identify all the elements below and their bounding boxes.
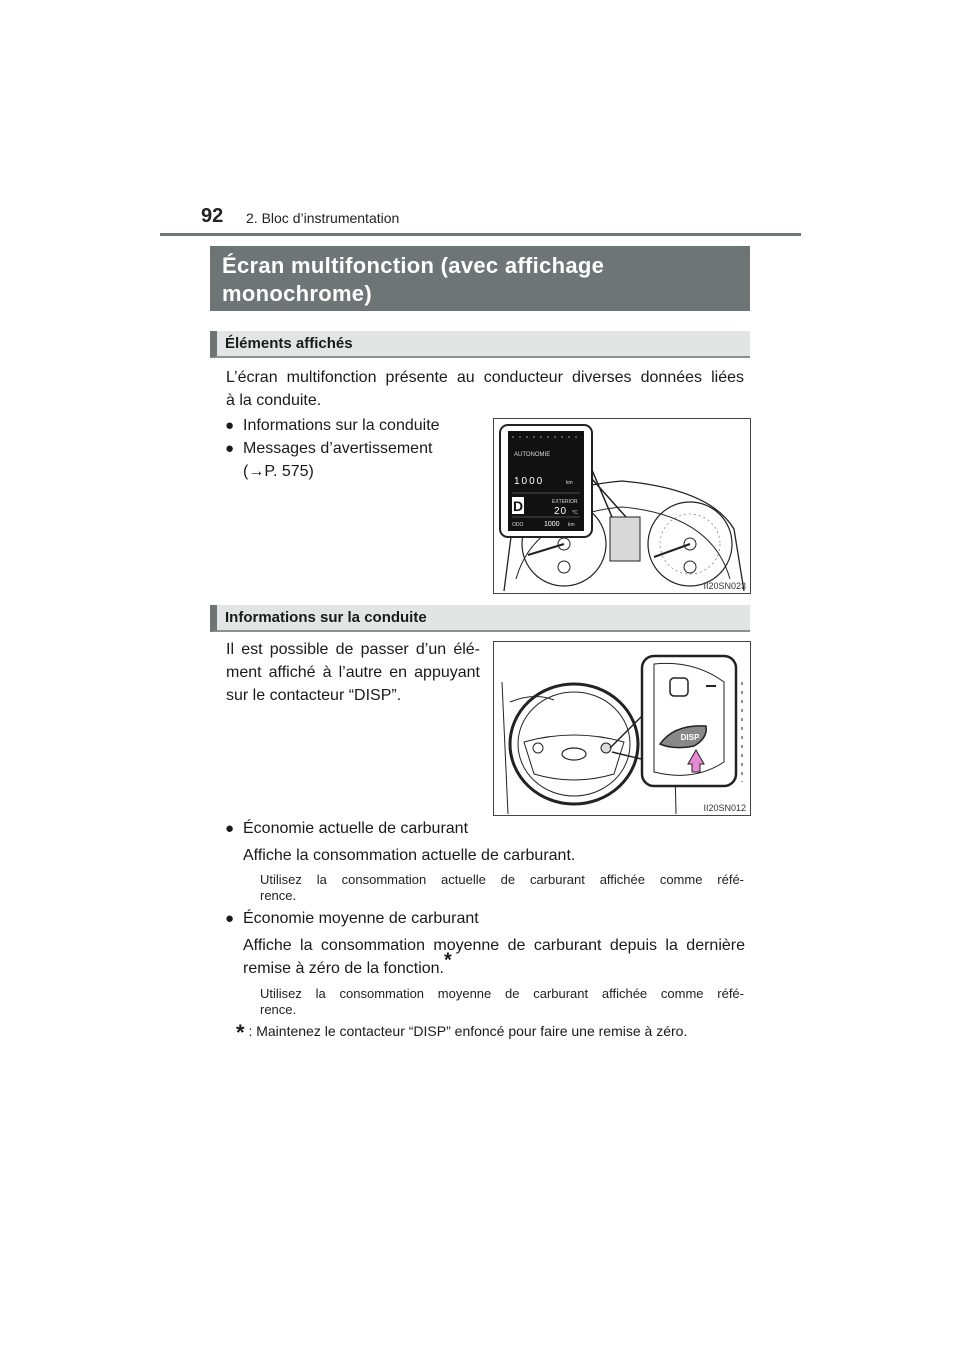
a-pillar [502,682,508,814]
disp-line2: ment affiché à l’autre en appuyant [226,664,480,681]
section-title-line2: monochrome) [222,281,372,306]
subheading-informations-conduite: Informations sur la conduite [210,605,750,632]
intro-line1: L’écran multifonction présente au conducteur diverses données liées [226,369,744,386]
zoom-frame [642,656,736,786]
gear-indicator: D [512,498,524,514]
item-title: Économie moyenne de carburant [243,910,479,927]
item-note [260,872,744,904]
exterior-label: EXTERIOR [552,499,578,505]
footnote-marker: * [444,949,452,972]
item-note [260,986,744,1018]
disp-paragraph [226,638,480,707]
footnote-text: : Maintenez le contacteur “DISP” enfoncé pour faire une remise à zéro. [248,1023,688,1039]
left-knob [558,561,570,573]
cluster-figure [493,418,751,594]
bullet-item [225,817,468,840]
steering-figure [493,641,751,816]
bullet-icon: ● [225,440,235,457]
bullet-icon: ● [225,417,235,434]
note-line2: rence. [260,1002,297,1017]
bullet-text: Informations sur la conduite [243,417,440,434]
figure-code: II20SN012 [703,803,746,813]
desc-line2 [243,949,745,980]
chapter-title: 2. Bloc d’instrumentation [246,210,400,226]
disp-line3: sur le contacteur “DISP”. [226,687,402,704]
item-description: Affiche la consommation actuelle de carburant. [243,847,576,864]
item-title: Économie actuelle de carburant [243,820,469,837]
range-unit: km [566,480,573,486]
section-title-line1: Écran multifonction (avec affichage [222,253,605,278]
steering-hub [524,735,624,780]
note-line1: Utilisez la consommation actuelle de carburant affichée comme réfé- [260,872,744,887]
right-gauge-needle [654,544,690,557]
switch-button-top [670,678,688,696]
bullet-icon: ● [225,910,235,927]
steering-illustration [494,642,750,815]
note-line1: Utilisez la consommation moyenne de carburant affichée comme réfé- [260,986,744,1001]
intro-paragraph [226,366,744,412]
figure-code: II20SN023 [703,581,746,591]
odo-label: ODO [512,522,524,528]
subheading-elements-affiches: Éléments affichés [210,331,750,358]
disp-line1: Il est possible de passer d’un élé- [226,641,480,658]
section-title [210,246,750,311]
disp-button-label: DISP [680,733,700,742]
odo-value: 1000 [544,521,560,528]
desc-line2-text: remise à zéro de la fonction. [243,960,444,977]
bullet-icon: ● [225,820,235,837]
range-value: 1000 [514,476,545,487]
intro-line2: à la conduite. [226,392,322,409]
right-control [601,743,611,753]
odo-unit: km [568,522,575,528]
footnote-star: * [236,1020,245,1045]
bullet-text: Messages d’avertissement [243,440,433,457]
temp-value: 20 [554,506,568,517]
display-label: AUTONOMIE [514,452,551,458]
header-rule [160,233,801,236]
bullet-item [225,907,479,930]
footnote [236,1020,688,1045]
temp-unit: °C [572,510,578,516]
bullet-item [225,437,432,460]
center-display [610,517,640,561]
bullet-item [225,414,440,437]
page-reference: (→P. 575) [243,463,314,480]
page-number: 92 [201,205,224,227]
item-description [243,934,745,980]
cluster-illustration [494,419,750,593]
note-line2: rence. [260,888,297,903]
right-knob [684,561,696,573]
desc-line1: Affiche la consommation moyenne de carburant depuis la dernière [243,937,745,954]
